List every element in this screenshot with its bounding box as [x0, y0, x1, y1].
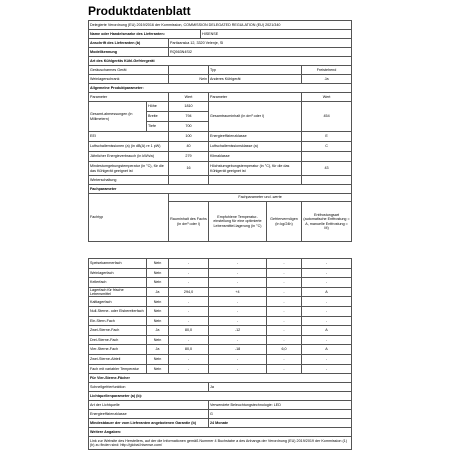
compartment-defrost: -: [302, 306, 352, 316]
compartment-row: [89, 306, 352, 316]
compartment-present: Nein: [147, 259, 169, 269]
param-value: 43: [302, 162, 352, 176]
fach-params-header: Fachparameter: [89, 185, 352, 194]
param-value: 40: [169, 142, 209, 152]
compartment-volume: -: [169, 316, 209, 326]
compartment-row: [89, 259, 352, 269]
compartment-name: Fach mit variabler Temperatur: [89, 364, 147, 374]
compartment-name: Zwei-Sterne-Abteil: [89, 354, 147, 364]
compartment-freeze-capacity: -: [267, 259, 302, 269]
compartment-freeze-capacity: -: [267, 297, 302, 307]
compartment-row: [89, 316, 352, 326]
param-value: 279: [169, 152, 209, 162]
value-header: Wert: [302, 93, 352, 102]
param-label: [209, 176, 302, 185]
light-source-header: Lichtquellenparameter (a) (b):: [89, 392, 352, 401]
compartment-name: Weinlagerfach: [89, 268, 147, 278]
param-header: Parameter: [209, 93, 302, 102]
compartment-defrost: -: [302, 335, 352, 345]
general-params-header: Allgemeine Produktparameter:: [89, 84, 352, 93]
dimension-name: Tiefe: [147, 122, 169, 132]
compartment-row: [89, 354, 352, 364]
compartment-row: [89, 268, 352, 278]
column-header: Entfrostungsart (automatische Entfrostung = A, manuelle Entfrostung = M): [302, 202, 352, 242]
compartment-volume: 80,0: [169, 326, 209, 336]
param-value: E: [302, 132, 352, 142]
compartment-defrost: -: [302, 278, 352, 288]
quick-freeze-label: Schnellgefrierfunktion: [89, 383, 209, 392]
compartment-defrost: -: [302, 259, 352, 269]
compartment-defrost: A: [302, 287, 352, 297]
device-row-value: Freistehend: [302, 66, 352, 75]
device-row-label: Anderes Kühlgerät: [209, 75, 302, 84]
compartment-volume: -: [169, 259, 209, 269]
warranty-label: Mindestdauer der vom Lieferanten angebotenen Garantie (b): [89, 419, 209, 428]
param-value: [302, 152, 352, 162]
param-label: Klimaklasse: [209, 152, 302, 162]
column-header: Rauminhalt des Fachs (in dm³ oder l): [169, 202, 209, 242]
dimension-value: 794: [169, 112, 209, 122]
dimension-name: Höhe: [147, 102, 169, 112]
compartment-name: Vier-Sterne-Fach: [89, 345, 147, 355]
device-row-value: Nein: [169, 75, 209, 84]
device-type-header: Art des Kühlgeräts Kühl-Gefriergerät: [89, 57, 352, 66]
more-info-text: Link zur Website des Herstellers, auf der die Informationen gemäß Nummer 4 Buchstabe a des Anhangs der Verordnung (EU) 2019/2019 der Kommission (1) (b) zu finden sind: http://global.hisense.com/: [89, 437, 352, 450]
compartment-freeze-capacity: -: [267, 287, 302, 297]
dimension-name: Breite: [147, 112, 169, 122]
compartment-defrost: -: [302, 316, 352, 326]
param-label: Winterschaltung: [89, 176, 169, 185]
compartment-row: [89, 326, 352, 336]
compartment-temperature: -: [209, 268, 267, 278]
compartment-name: Kellerfach: [89, 278, 147, 288]
total-volume-value: 454: [302, 102, 352, 132]
column-header: Empfohlene Temperatur-einstellung für eine optimierte Lebensmittel-lagerung (in °C): [209, 202, 267, 242]
compartment-name: Null-Sterne- oder Eisbereiterfach: [89, 306, 147, 316]
compartment-present: Nein: [147, 306, 169, 316]
compartment-temperature: -: [209, 278, 267, 288]
compartment-temperature: -18: [209, 345, 267, 355]
compartment-row: [89, 335, 352, 345]
dimension-value: 700: [169, 122, 209, 132]
compartment-volume: 80,0: [169, 345, 209, 355]
compartment-row: [89, 345, 352, 355]
column-header: Gefriervermögen (in kg/24h): [267, 202, 302, 242]
param-header: Parameter: [89, 93, 169, 102]
light-type-value: Verwendete Beleuchtungstechnologie: LED: [209, 401, 352, 410]
compartment-row: [89, 287, 352, 297]
supplier-value: HISENSE: [201, 30, 352, 39]
compartment-defrost: -: [302, 364, 352, 374]
supplier-label: Name oder Handelsmarke des Lieferanten:: [89, 30, 201, 39]
compartment-freeze-capacity: 6,0: [267, 345, 302, 355]
light-class-label: Energieeffizienzklasse: [89, 410, 209, 419]
warranty-value: 24 Monate: [209, 419, 352, 428]
compartment-temperature: -: [209, 259, 267, 269]
param-value: [302, 176, 352, 185]
compartment-volume: 294,0: [169, 287, 209, 297]
light-class-value: G: [209, 410, 352, 419]
compartment-freeze-capacity: -: [267, 278, 302, 288]
param-value: [169, 176, 209, 185]
compartments-table: [88, 258, 352, 374]
compartment-freeze-capacity: -: [267, 354, 302, 364]
param-value: C: [302, 142, 352, 152]
param-label: Höchstumgebungstemperatur (in °C), für die das Kühlgerät geeignet ist: [209, 162, 302, 176]
compartment-name: Drei-Sterne-Fach: [89, 335, 147, 345]
compartment-defrost: A: [302, 345, 352, 355]
compartment-freeze-capacity: -: [267, 364, 302, 374]
compartment-volume: -: [169, 268, 209, 278]
compartment-values-header: Fachparameter und -werte: [169, 194, 352, 202]
light-type-label: Art der Lichtquelle: [89, 401, 209, 410]
value-header: Wert: [169, 93, 209, 102]
compartment-temperature: -: [209, 335, 267, 345]
compartment-freeze-capacity: -: [267, 316, 302, 326]
compartment-volume: -: [169, 354, 209, 364]
compartment-temperature: -: [209, 316, 267, 326]
model-label: Modellkennung: [89, 48, 169, 57]
address-label: Anschrift des Lieferanten (b): [89, 39, 169, 48]
compartment-name: Ein-Stern-Fach: [89, 316, 147, 326]
regulation-text: Delegierte Verordnung (EU) 2019/2016 der Kommission, COMMISSION DELEGATED REGULATION (EU) 2021/340: [89, 21, 352, 30]
datasheet-table: [88, 20, 352, 242]
param-label: Mindestumgebungstemperatur (in °C), für die das Kühlgerät geeignet ist: [89, 162, 169, 176]
compartment-present: Nein: [147, 268, 169, 278]
param-label: Luftschallemissionen (a) (in dB(A) re 1 pW): [89, 142, 169, 152]
compartment-freeze-capacity: -: [267, 268, 302, 278]
compartment-temperature: -: [209, 354, 267, 364]
compartment-defrost: -: [302, 297, 352, 307]
compartment-temperature: -: [209, 364, 267, 374]
compartment-defrost: -: [302, 354, 352, 364]
page-title: Produktdatenblatt: [88, 4, 191, 18]
more-info-header: Weitere Angaben:: [89, 428, 352, 437]
compartment-defrost: -: [302, 268, 352, 278]
compartment-present: Nein: [147, 354, 169, 364]
compartment-present: Ja: [147, 345, 169, 355]
compartment-present: Nein: [147, 335, 169, 345]
compartment-temperature: -12: [209, 326, 267, 336]
compartment-name: Speisekammerfach: [89, 259, 147, 269]
compartment-present: Ja: [147, 326, 169, 336]
compartment-freeze-capacity: -: [267, 326, 302, 336]
compartment-present: Nein: [147, 364, 169, 374]
device-row-label: Geräuscharmes Gerät: [89, 66, 169, 75]
param-label: Jährlicher Energieverbrauch (in kWh/a): [89, 152, 169, 162]
device-row-value: Ja: [302, 75, 352, 84]
compartment-defrost: A: [302, 326, 352, 336]
compartment-volume: -: [169, 306, 209, 316]
param-value: 16: [169, 162, 209, 176]
compartment-temperature: -: [209, 306, 267, 316]
four-star-header: Für Vier-Sterne-Fächer: [89, 374, 352, 383]
dimensions-label: Gesamt-abmessungen (in Millimetern): [89, 102, 147, 132]
compartment-volume: -: [169, 278, 209, 288]
total-volume-label: Gesamtrauminhalt (in dm³ oder l): [209, 102, 302, 132]
compartment-type-header: Fachtyp: [89, 194, 169, 242]
compartment-freeze-capacity: -: [267, 335, 302, 345]
compartment-freeze-capacity: -: [267, 306, 302, 316]
device-row-label: Typ: [209, 66, 302, 75]
compartment-temperature: -: [209, 297, 267, 307]
param-label: Energieeffizienzklasse: [209, 132, 302, 142]
compartment-temperature: +4: [209, 287, 267, 297]
param-value: 100: [169, 132, 209, 142]
compartment-present: Ja: [147, 287, 169, 297]
model-value: RQ563N4SI2: [169, 48, 352, 57]
address-value: Partizanska 12, 3320 Velenje, SI: [169, 39, 352, 48]
device-row-value: [169, 66, 209, 75]
compartment-volume: -: [169, 335, 209, 345]
param-label: Luftschallemissionsklasse (a): [209, 142, 302, 152]
compartment-name: Lagerfach für frische Lebensmittel: [89, 287, 147, 297]
compartment-row: [89, 278, 352, 288]
footer-table: [88, 373, 352, 450]
compartment-name: Zwei-Sterne-Fach: [89, 326, 147, 336]
param-label: EEI: [89, 132, 169, 142]
compartment-present: Nein: [147, 316, 169, 326]
device-row-label: Weinlagerschrank: [89, 75, 169, 84]
compartment-volume: -: [169, 364, 209, 374]
dimension-value: 1810: [169, 102, 209, 112]
quick-freeze-value: Ja: [209, 383, 352, 392]
compartment-name: Kaltlagerfach: [89, 297, 147, 307]
compartment-row: [89, 297, 352, 307]
compartment-present: Nein: [147, 278, 169, 288]
compartment-volume: -: [169, 297, 209, 307]
compartment-present: Nein: [147, 297, 169, 307]
